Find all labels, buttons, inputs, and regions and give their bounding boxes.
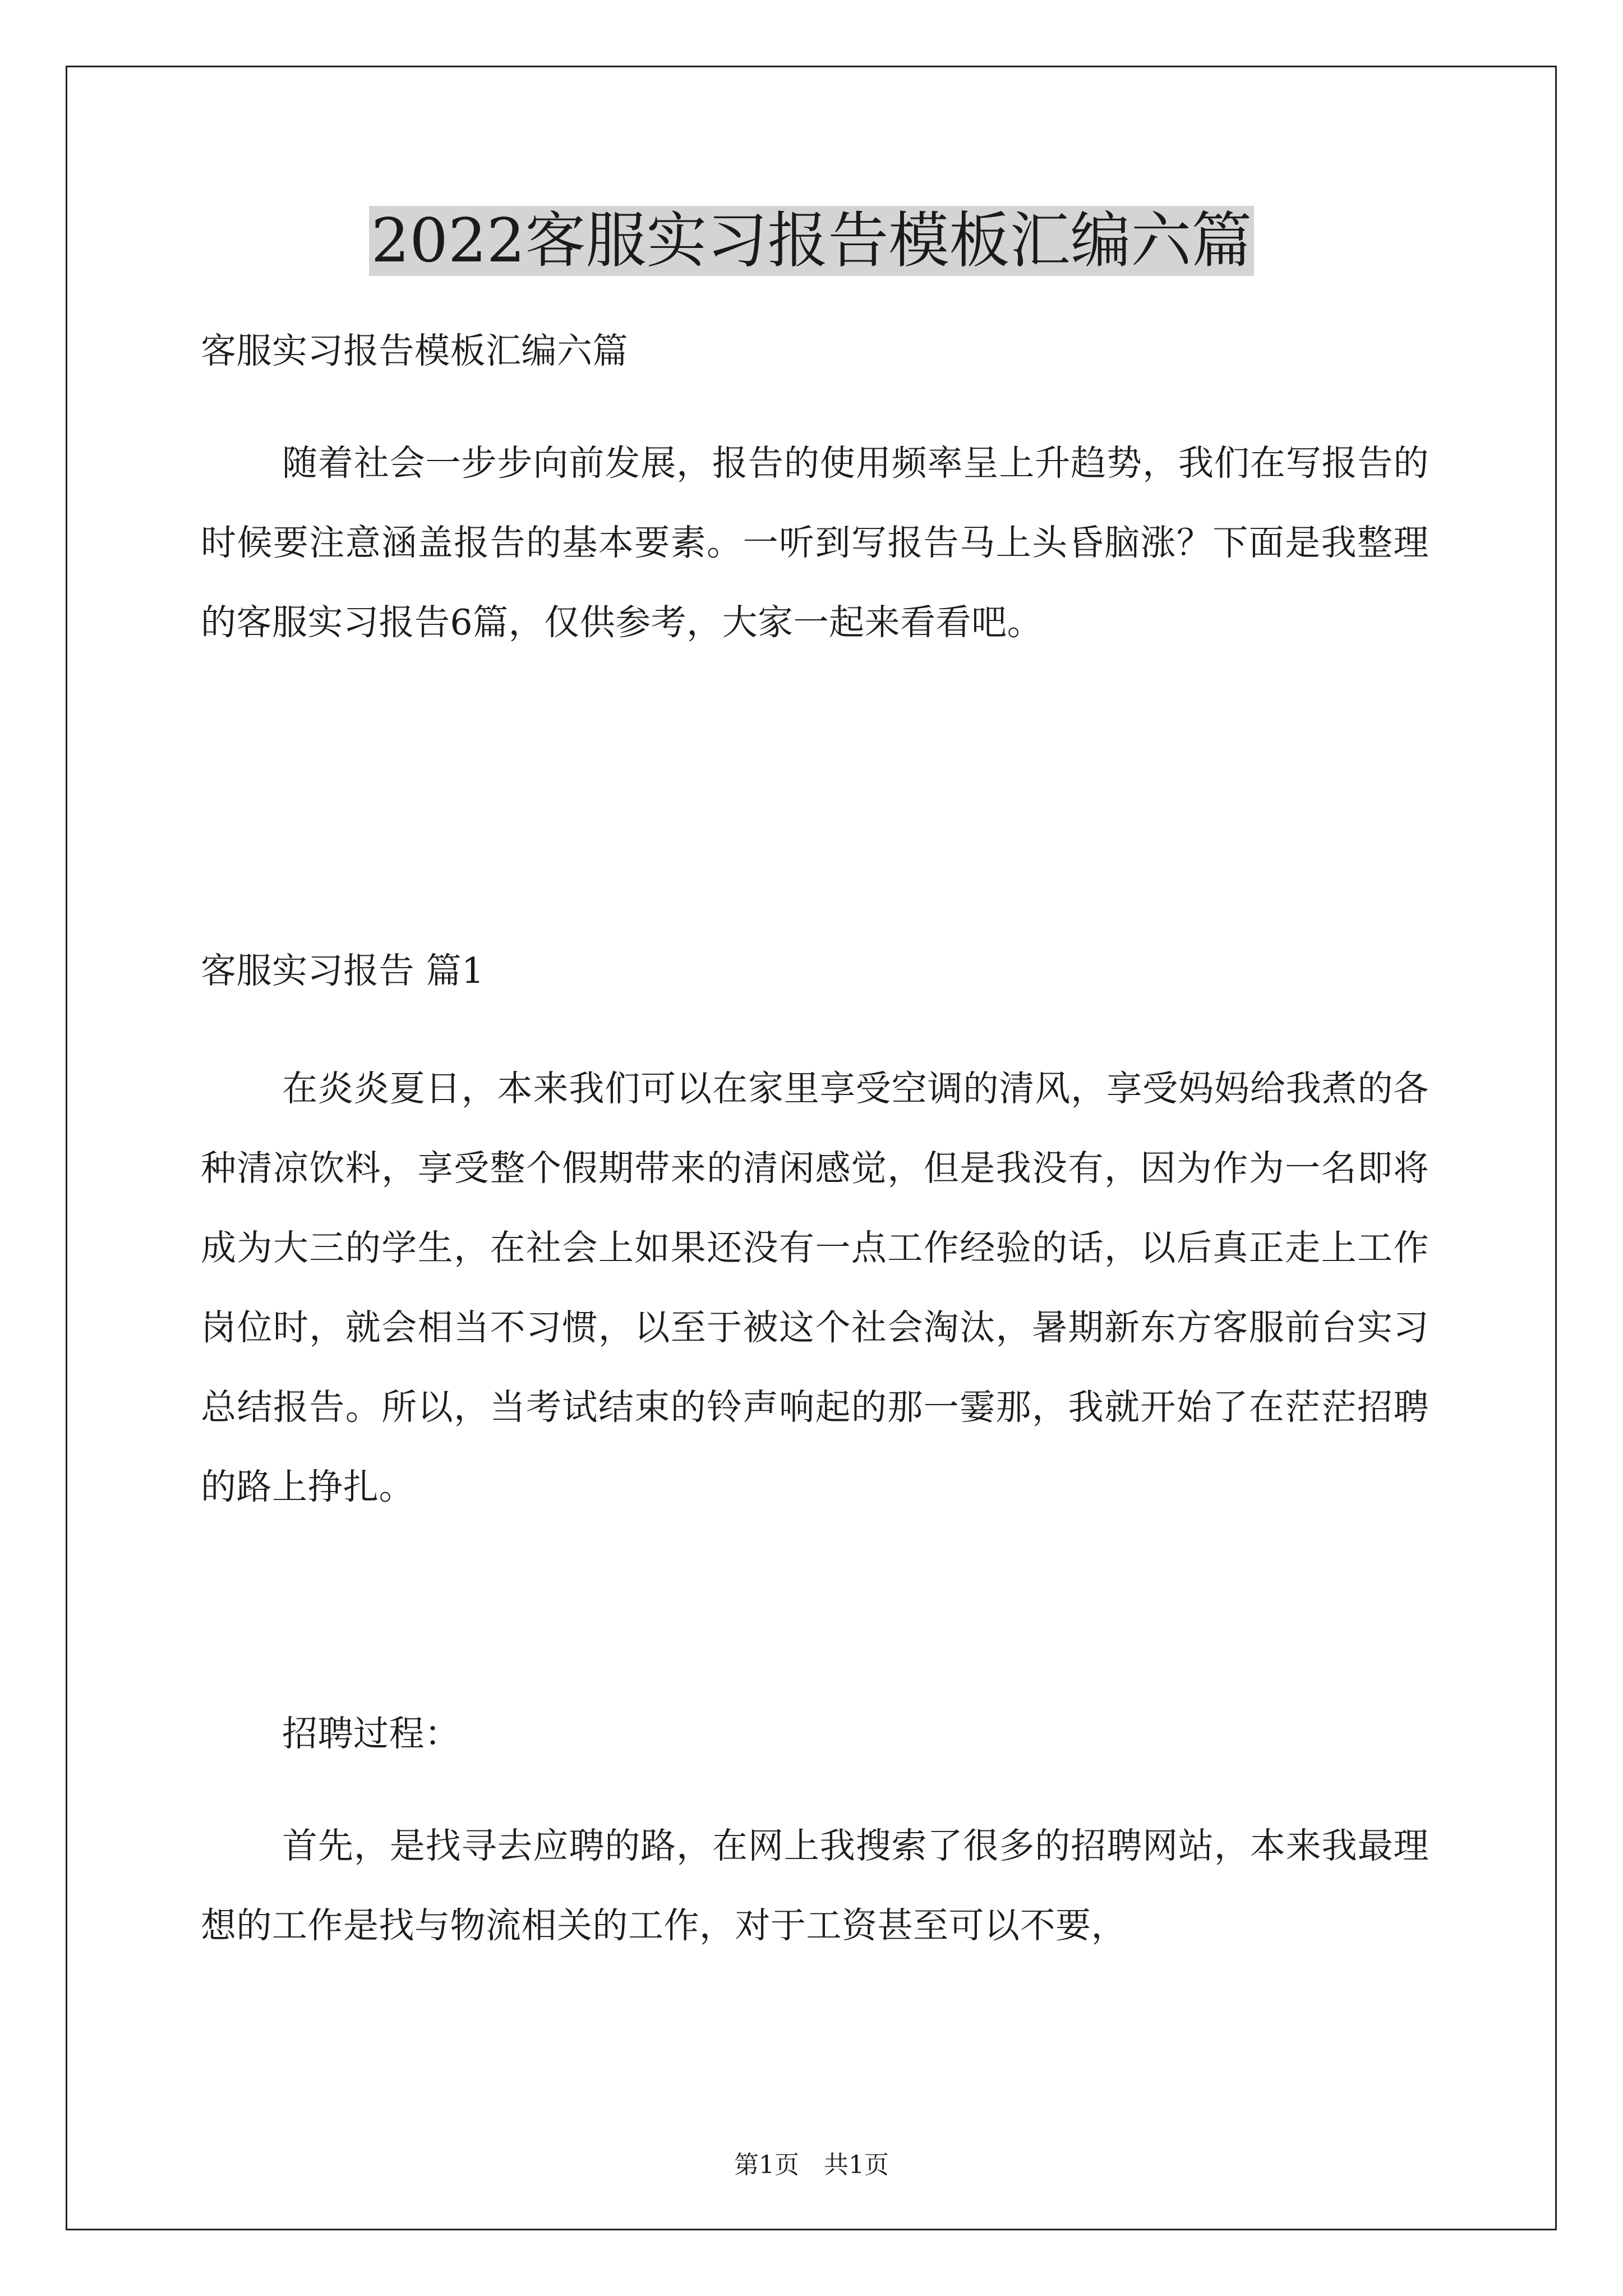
recruit-label: 招聘过程： — [282, 1713, 460, 1754]
recruit-body-paragraph: 首先，是找寻去应聘的路，在网上我搜索了很多的招聘网站，本来我最理想的工作是找与物流相关的工作，对于工资甚至可以不要， — [201, 1825, 1429, 1946]
document-title — [0, 202, 1623, 280]
page-footer: 第1页 共1页 — [734, 2151, 889, 2179]
document-title-text: 2022客服实习报告模板汇编六篇 — [369, 206, 1255, 276]
document-subtitle: 客服实习报告模板汇编六篇 — [201, 330, 628, 371]
section-body-paragraph: 在炎炎夏日，本来我们可以在家里享受空调的清风，享受妈妈给我煮的各种清凉饮料，享受整个假期带来的清闲感觉，但是我没有，因为作为一名即将成为大三的学生，在社会上如果还没有一点工作经验的话，以后真正走上工作岗位时，就会相当不习惯，以至于被这个社会淘汰，暑期新东方客服前台实习总结报告。所以，当考试结束的铃声响起的那一霎那，我就开始了在茫茫招聘的路上挣扎。 — [201, 1068, 1429, 1507]
section-heading: 客服实习报告 篇1 — [201, 950, 485, 991]
intro-paragraph: 随着社会一步步向前发展，报告的使用频率呈上升趋势，我们在写报告的时候要注意涵盖报告的基本要素。一听到写报告马上头昏脑涨？下面是我整理的客服实习报告6篇，仅供参考，大家一起来看看吧。 — [201, 443, 1429, 643]
